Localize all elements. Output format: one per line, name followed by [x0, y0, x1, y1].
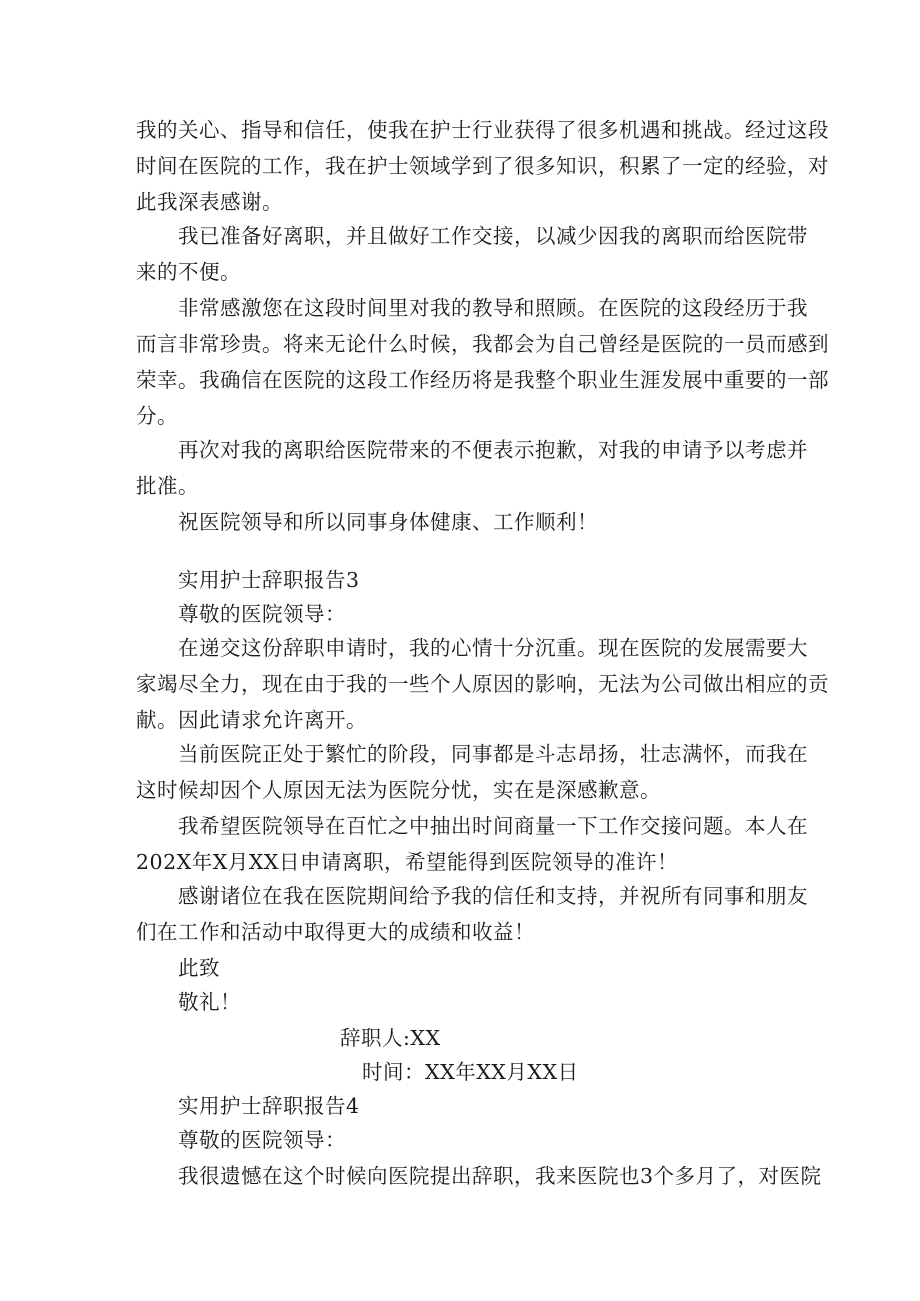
body-line: 来的不便。: [136, 260, 241, 284]
signature-name: 辞职人:XX: [340, 1026, 441, 1050]
body-line: 再次对我的离职给医院带来的不便表示抱歉，对我的申请予以考虑并: [178, 438, 808, 462]
section-title: 实用护士辞职报告3: [178, 568, 360, 592]
body-line: 祝医院领导和所以同事身体健康、工作顺利！: [178, 510, 598, 534]
body-line: 批准。: [136, 474, 199, 498]
body-line: 我很遗憾在这个时候向医院提出辞职，我来医院也3个多月了，对医院: [178, 1164, 822, 1188]
closing-line: 敬礼！: [178, 990, 241, 1014]
body-line: 非常感激您在这段时间里对我的教导和照顾。在医院的这段经历于我: [178, 296, 808, 320]
body-line: 荣幸。我确信在医院的这段工作经历将是我整个职业生涯发展中重要的一部: [136, 368, 829, 392]
body-line: 在递交这份辞职申请时，我的心情十分沉重。现在医院的发展需要大: [178, 636, 808, 660]
body-line: 我已准备好离职，并且做好工作交接，以减少因我的离职而给医院带: [178, 224, 808, 248]
body-line: 分。: [136, 404, 178, 428]
body-line: 献。因此请求允许离开。: [136, 708, 367, 732]
body-line: 时间在医院的工作，我在护士领域学到了很多知识，积累了一定的经验，对: [136, 154, 829, 178]
body-line: 当前医院正处于繁忙的阶段，同事都是斗志昂扬，壮志满怀，而我在: [178, 742, 808, 766]
body-line: 我的关心、指导和信任，使我在护士行业获得了很多机遇和挑战。经过这段: [136, 118, 829, 142]
salutation: 尊敬的医院领导：: [178, 1128, 346, 1152]
body-line: 家竭尽全力，现在由于我的一些个人原因的影响，无法为公司做出相应的贡: [136, 672, 829, 696]
closing-line: 此致: [178, 956, 220, 980]
body-line: 感谢诸位在我在医院期间给予我的信任和支持，并祝所有同事和朋友: [178, 884, 808, 908]
body-line: 此我深表感谢。: [136, 190, 283, 214]
body-line: 而言非常珍贵。将来无论什么时候，我都会为自己曾经是医院的一员而感到: [136, 332, 829, 356]
salutation: 尊敬的医院领导：: [178, 602, 346, 626]
body-line: 这时候却因个人原因无法为医院分忧，实在是深感歉意。: [136, 778, 661, 802]
section-title: 实用护士辞职报告4: [178, 1094, 360, 1118]
signature-date: 时间：XX年XX月XX日: [362, 1060, 579, 1084]
body-line: 们在工作和活动中取得更大的成绩和收益！: [136, 920, 535, 944]
body-line: 我希望医院领导在百忙之中抽出时间商量一下工作交接问题。本人在: [178, 814, 808, 838]
body-line: 202X年X月XX日申请离职，希望能得到医院领导的准许！: [136, 850, 679, 874]
